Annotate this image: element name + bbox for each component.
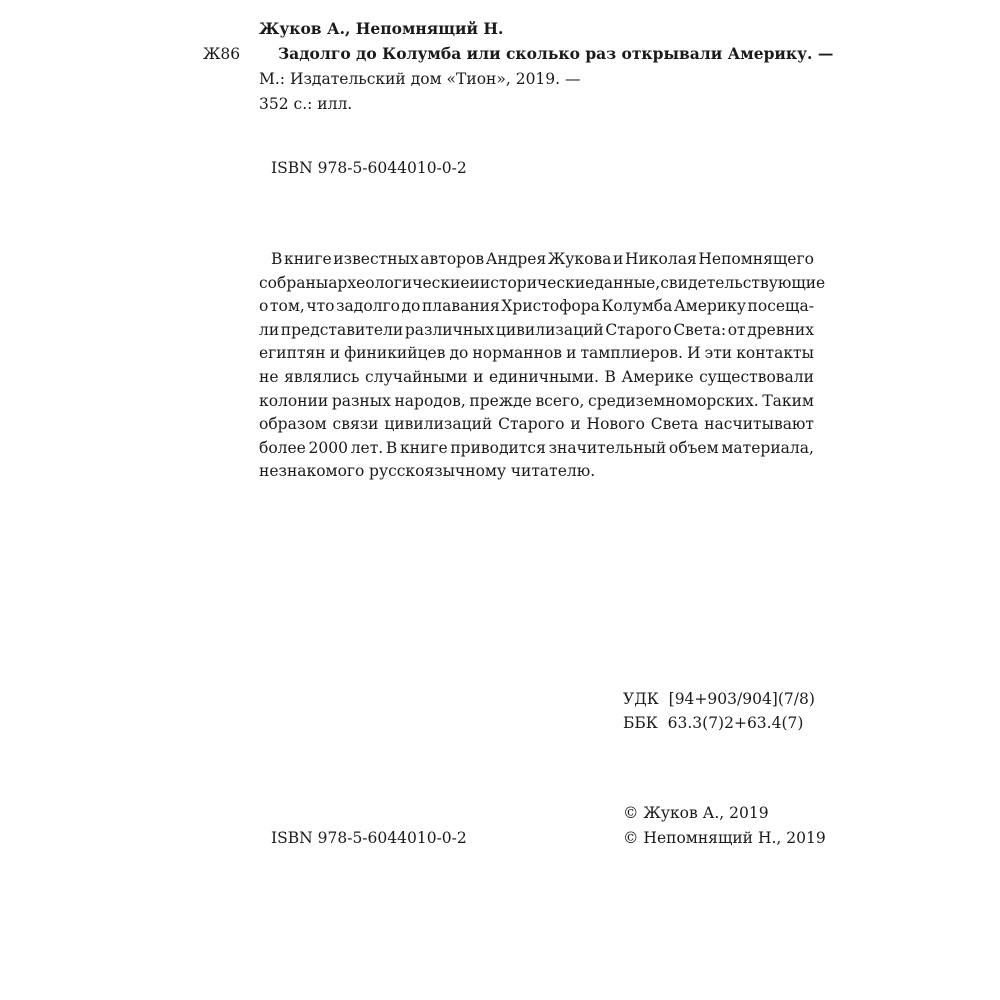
isbn-bottom: ISBN 978-5-6044010-0-2 <box>271 829 467 847</box>
book-title-line: Задолго до Колумба или сколько раз открывали Америку. — <box>278 44 834 63</box>
abstract-line: собраны археологические и исторические данные, свидетельствующие <box>259 273 826 292</box>
abstract-line: ли представители различных цивилизаций Старого Света: от древних <box>259 320 814 339</box>
author-sign-code: Ж86 <box>203 45 241 63</box>
author-line: Жуков А., Непомнящий Н. <box>259 19 504 38</box>
udk-classification: УДК [94+903/904](7/8) <box>623 690 815 708</box>
isbn-top: ISBN 978-5-6044010-0-2 <box>271 159 467 177</box>
abstract-line: более 2000 лет. В книге приводится значительный объем материала, <box>259 438 814 457</box>
publisher-line: М.: Издательский дом «Тион», 2019. — <box>259 70 581 88</box>
bbk-classification: ББК 63.3(7)2+63.4(7) <box>623 714 804 732</box>
abstract-line: образом связи цивилизаций Старого и Нового Света насчитывают <box>259 415 814 434</box>
abstract-line: не являлись случайными и единичными. В Америке существовали <box>259 367 814 386</box>
abstract-line: колонии разных народов, прежде всего, средиземноморских. Таким <box>259 391 814 410</box>
pages-line: 352 с.: илл. <box>259 95 353 113</box>
abstract-line: египтян и финикийцев до норманнов и тамплиеров. И эти контакты <box>259 344 814 363</box>
abstract-line: незнакомого русскоязычному читателю. <box>259 462 596 481</box>
abstract-paragraph <box>259 248 826 484</box>
copyright-line: © Непомнящий Н., 2019 <box>623 829 826 847</box>
abstract-line: В книге известных авторов Андрея Жукова и Николая Непомнящего <box>271 250 814 268</box>
copyright-line: © Жуков А., 2019 <box>623 804 769 822</box>
abstract-line: о том, что задолго до плавания Христофора Колумба Америку посеща- <box>259 297 814 316</box>
